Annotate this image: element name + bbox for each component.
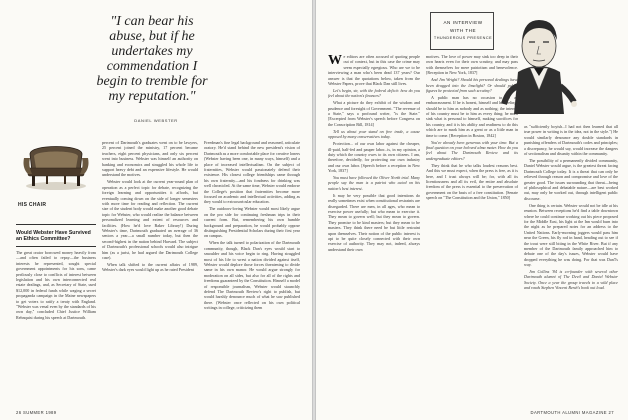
sidebar-heading: Would Webster Have Survived an Ethics Committee? [16,230,91,243]
left-page [0,0,312,420]
interview-title-line3: THUNDEROUS PRESENCE [433,36,493,40]
pull-quote-credit: DANIEL WEBSTER [134,118,178,123]
answer: Protection... of our own labor against the cheaper, ill-paid, half-fed and pauper labor...is, in my opinion, a duty which the country owes to its own citizens. I am, therefore, decidedly, for protecting our own industry and our own labor. [Speech before a reception in New York, 1837] [328,141,420,174]
right-column-1 [328,54,420,408]
sidebar-top-rule [16,224,96,225]
sidebar-body [16,250,96,408]
left-folio: 26 SUMMER 1989 [16,410,57,415]
question-text: You've already been generous with your time. But a final question on your beloved alma mater. How do you feel about The Dartmouth Review and its undergraduate editors? [426,139,518,161]
paragraph: One thing is certain. Webster would not be idle at his reunion. Between receptions he'd find a table downtown where he could continue working out his piece proposed for the Middle East, his light at the Inn would burn into the night as he prepared notes for an address to the United Nations. Early-morning joggers would pass him near the Green, his fly rod in hand, heading out to see if the trout were still biting in the White River. But if any member of the Dartmouth family approached him to debate one of the day's issues, Webster would have dropped everything he was doing. For that was Dan'l's way. [524,202,618,268]
question-text: And Jim Wright? Should his personal dealings have been dragged into the limelight? Or should public figures be protected from such scrutiny? [426,77,518,93]
paragraph: When the talk turned to polarization of the Dartmouth community, though, Black Dan's eyes would start to smoulder and his voice begin to ring. Having struggled most of his life to wrest a nation divided against itself, Webster would deplore those forces threatening to divide same in his own manor. He would argue strongly for moderation on all sides, but also for all of the rights and freedoms guaranteed by the Constitution. Himself a model of responsible journalism, Webster would staunchly defend The Dartmouth Review's right to publish, but would harshly denounce much of what he saw published there. (Webster once reflected on his own political writings in college, criticizing them [204,240,300,311]
pull-quote: "I can bear his abuse, but if he undertakes my commendation I begin to tremble for my reputation." [96,14,208,104]
paragraph: The outdoors-loving Webster would most likely argue on the pro side for continuing freshman trips in their current form. But, remembering his own humble background and preparation, he would probably oppose distinguishing Presidential Scholars during their first year on campus. [204,206,300,239]
answer: It may be very possible that good intentions do really sometimes exist when constitutional restraints are disregarded. There are men, in all ages, who mean to exercise power usefully; but who mean to exercise it. They mean to govern well; but they mean to govern. They promise to be kind masters; but they mean to be masters. They think there need be but little restraint upon themselves. Their notion of the public interest is apt to be quite closely connected with their own exercise of authority. They may not, indeed, always understand their own [328,192,420,252]
paragraph: Webster would look at the current year-round plan of operation as a perfect topic for debate, recognizing the foreign learning and opportunities it affords, but eventually coming down on the side of longer semesters with more time for reading and reflection. The current size of the student body would make another good debate topic for Webster, who would realize the balance between personalized learning and extent of resources and facilities. (How he'd love Baker Library!) During Webster's time, Dartmouth graduated an average of 36 seniors a year—a small number today, but then the second-highest in the nation behind Harvard. The subject of Dartmouth's professional schools would also intrigue him (as a jurist, he had argued the Dartmouth College case). [102,179,198,261]
answer: They think that he who talks loudest reasons best. And this we must expect, when the press is free, as it is here, and I trust always will be; for, with all its licentiousness and all its evil, the entire and absolute freedom of the press is essential to the preservation of government on the basis of a free constitution. [Senate speech on "The Constitution and the Union," 1850] [426,162,518,201]
question [328,175,420,191]
paragraph: percent of Dartmouth's graduates went on to be lawyers, 25 percent joined the ministry, 17 percent became teachers, eight percent physicians, and only six percent went into business. Webster was himself an authority on banking and economics and struggled his whole life to support heavy debt and an expensive lifestyle. He would understand the motives. [102,140,198,178]
right-column-2 [426,54,518,408]
paragraph: When talk shifted to the current affairs of 1989, Webster's dark eyes would light up as he rated President [102,261,198,273]
question [426,140,518,162]
chair-illustration [16,134,96,196]
author-bio: Jim Collins '84 is co-founder with several other Dartmouth alumni of The Devil and Daniel Webster Society. Once a year the group travels to a wild place and reads Stephen Vincent Benét's book out loud. [524,269,618,291]
paragraph: Freedman's fine legal background and reasoned, articulate oratory. He'd stand behind the new president's vision of Dartmouth as a more comfortable place for creative loners (Webster having been one, in many ways, himself) and a place of increased intellectualism. On the subject of fraternities, Webster would passionately defend their existence. His closest college friendships came through his own fraternity—and his fondness for drinking was well chronicled. At the same time, Webster would endorse the College's position that fraternities become more focused on academic and intellectual activities, adding as they would to extracurricular education. [204,140,300,205]
question-text: Let's begin, sir, with the federal deficit: how do you feel about the nation's finances? [328,87,420,99]
question [328,129,420,140]
answer: motives. The love of power may sink too deep in their own hearts even for their own scrutiny, and may pass with themselves for mere patriotism and benevolence. [Reception in New York, 1837] [426,54,518,76]
answer: What a picture do they exhibit of the wisdom and prudence and foresight of Government. "The revenue of a State," says a profound writer, "is the State." [Excerpted from Webster's speech before Congress on the Conscription Bill, 1814] [328,100,420,127]
drop-cap: W [328,54,342,68]
right-page [316,0,628,420]
interview-title-line2: WITH THE [449,28,477,33]
left-column-3 [204,140,300,408]
chair-caption: HIS CHAIR [18,202,47,208]
paragraph: The possibility of a permanently divided community, Daniel Webster would argue, is the greatest threat facing Dartmouth College today. It is a threat that can only be relieved through reason and compromise and love of the greater good. The issues surrounding that threat—being of philosophical and debatable nature—are best worked out, may only be worked out, through intelligent public discourse. [524,157,618,201]
right-column-3 [524,124,618,408]
intro-text: e editors are often accused of quoting people out of context, but in this case the crime may seem especially egregious. Who are we to be interviewing a man who's been dead 137 years? Our answer is that the quotations below, taken from the Webster Papers, prove that Black Dan still lives. [328,54,420,87]
question [328,88,420,99]
interview-title-line1: AN INTERVIEW [443,20,483,25]
question-text: Tell us about your stand on free trade, a cause opposed by many conservatives today. [328,128,420,140]
sidebar-mid-rule [16,246,96,247]
answer: A public man has no occasion to be an embarrassment. If he is honest, himself and his feelings should be to him as nobody and as nothing; the interest of his country must be to him as every thing; he must sink what is personal to himself, making sacrifices for his country, and it is his ability and readiness to do this which are to mark him as a great or as a little man in time to come. [Reception in Boston, 1842] [426,94,518,138]
question-text: You must have followed the Oliver North trial. Many people say the man is a patriot who acted on his nation's best interest. [328,175,420,191]
interview-title-box [430,12,494,50]
sidebar-paragraph: The great orator borrowed money heavily from—and often failed to repay—the business interests he represented, sought special government appointments for his sons, came perilously close to conflicts of interest between legislation and his own interconnected real estate dealings, and, as Secretary of State, used $12,000 in federal funds while waging a secret propaganda campaign in the Maine newspapers to get voters to ratify a treaty with England. "Webster was venal even by the standards of his own day," concluded Chief Justice William Rehnquist during his speech at Dartmouth. [16,250,96,320]
question [426,77,518,93]
intro-paragraph [328,54,420,86]
left-column-2 [102,140,198,408]
paragraph: as "sufficiently boyish...I had not then learned that all true power in writing is in the idea, not in the style.") He would similarly denounce any double standards in punishing offenders of Dartmouth's codes and principles; a discrepancy, he would say, would increase the dangers of sectionalism and disunity within the community. [524,124,618,157]
right-folio: DARTMOUTH ALUMNI MAGAZINE 27 [530,410,614,415]
